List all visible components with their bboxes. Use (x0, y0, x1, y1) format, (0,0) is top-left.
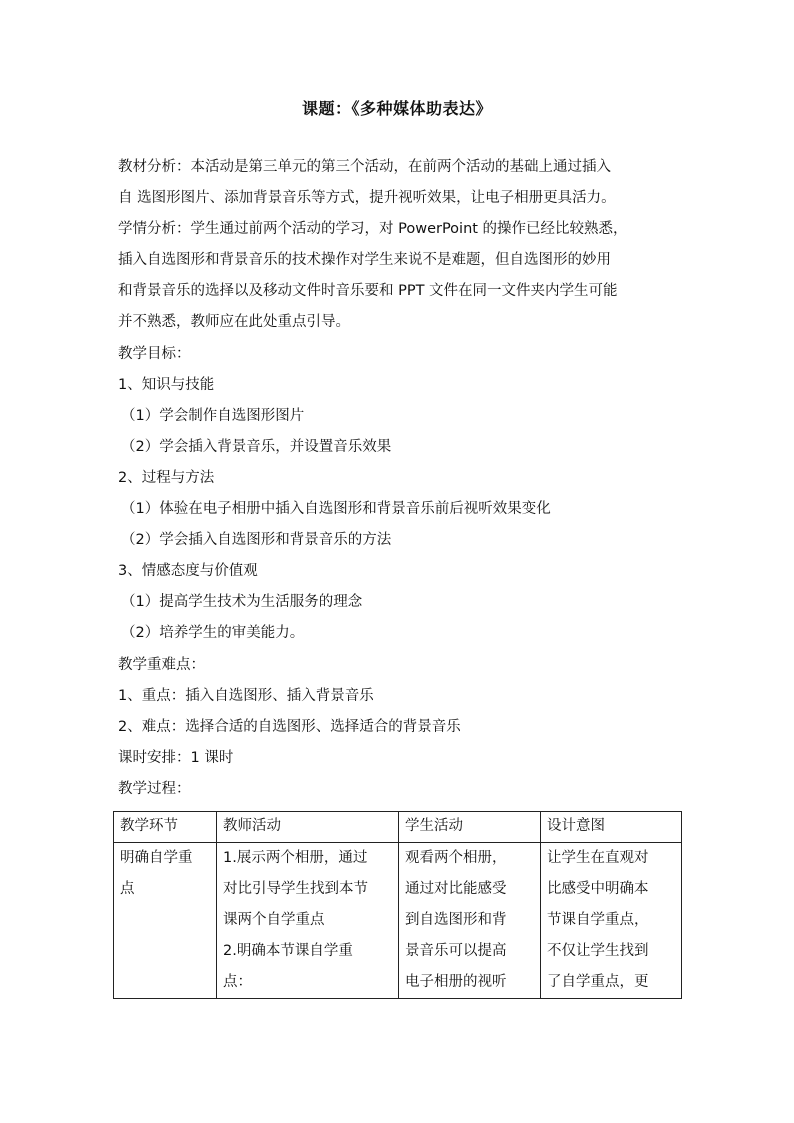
cell-line: 不仅让学生找到 (547, 943, 649, 959)
cell-line: 明确自学重 (120, 850, 193, 866)
list-item: （2）学会插入背景音乐，并设置音乐效果 (121, 438, 392, 455)
paragraph-line: 自 选图形图片、添加背景音乐等方式，提升视听效果，让电子相册更具活力。 (118, 190, 616, 207)
list-item: （2）学会插入自选图形和背景音乐的方法 (121, 532, 392, 549)
paragraph-line: 教材分析：本活动是第三单元的第三个活动，在前两个活动的基础上通过插入 (118, 159, 611, 175)
lesson-title: 课题：《多种媒体助表达》 (301, 99, 492, 118)
table-header-cell: 学生活动 (399, 812, 541, 843)
table-cell-stage (114, 843, 217, 999)
list-item: 2、难点：选择合适的自选图形、选择适合的背景音乐 (118, 718, 461, 735)
cell-line: 节课自学重点， (547, 912, 649, 928)
subsection-heading: 2、过程与方法 (118, 469, 215, 486)
list-item: 1、重点：插入自选图形、插入背景音乐 (118, 687, 374, 704)
section-heading: 教学过程： (118, 780, 191, 797)
cell-line: 到自选图形和背 (405, 912, 507, 928)
section-heading: 教学目标： (118, 345, 191, 362)
list-item: （1）提高学生技术为生活服务的理念 (121, 594, 363, 611)
table-header-cell: 教师活动 (217, 812, 399, 843)
cell-line: 点 (120, 881, 135, 897)
teaching-process-table (113, 811, 682, 999)
cell-line: 了自学重点，更 (547, 974, 649, 990)
paragraph-line: 学情分析：学生通过前两个活动的学习，对 PowerPoint 的操作已经比较熟悉， (118, 221, 628, 238)
cell-line: 1.展示两个相册，通过 (223, 850, 368, 866)
cell-line: 课两个自学重点 (223, 912, 325, 928)
list-item: （1）体验在电子相册中插入自选图形和背景音乐前后视听效果变化 (121, 501, 551, 518)
table-cell-teacher (217, 843, 399, 999)
cell-line: 比感受中明确本 (547, 881, 649, 897)
document-body (118, 152, 684, 805)
cell-line: 点： (223, 974, 252, 990)
cell-line: 景音乐可以提高 (405, 943, 507, 959)
table-header-cell: 教学环节 (114, 812, 217, 843)
table-header-row (114, 812, 682, 843)
table-cell-intent (541, 843, 682, 999)
list-item: （1）学会制作自选图形图片 (121, 407, 305, 424)
cell-line: 对比引导学生找到本节 (223, 881, 368, 897)
cell-line: 观看两个相册， (405, 850, 507, 866)
cell-line: 让学生在直观对 (547, 850, 649, 866)
table-row (114, 843, 682, 999)
paragraph-line: 并不熟悉，教师应在此处重点引导。 (118, 314, 350, 331)
table-cell-student (399, 843, 541, 999)
table-header-cell: 设计意图 (541, 812, 682, 843)
cell-line: 2.明确本节课自学重 (223, 943, 353, 959)
paragraph-line: 插入自选图形和背景音乐的技术操作对学生来说不是难题，但自选图形的妙用 (118, 252, 611, 269)
cell-line: 电子相册的视听 (405, 974, 507, 990)
subsection-heading: 3、情感态度与价值观 (118, 563, 258, 580)
paragraph-line: 和背景音乐的选择以及移动文件时音乐要和 PPT 文件在同一文件夹内学生可能 (118, 283, 618, 300)
schedule-line: 课时安排：1 课时 (118, 749, 234, 766)
list-item: （2）培养学生的审美能力。 (121, 625, 305, 642)
cell-line: 通过对比能感受 (405, 881, 507, 897)
section-heading: 教学重难点： (118, 656, 205, 673)
subsection-heading: 1、知识与技能 (118, 376, 215, 393)
